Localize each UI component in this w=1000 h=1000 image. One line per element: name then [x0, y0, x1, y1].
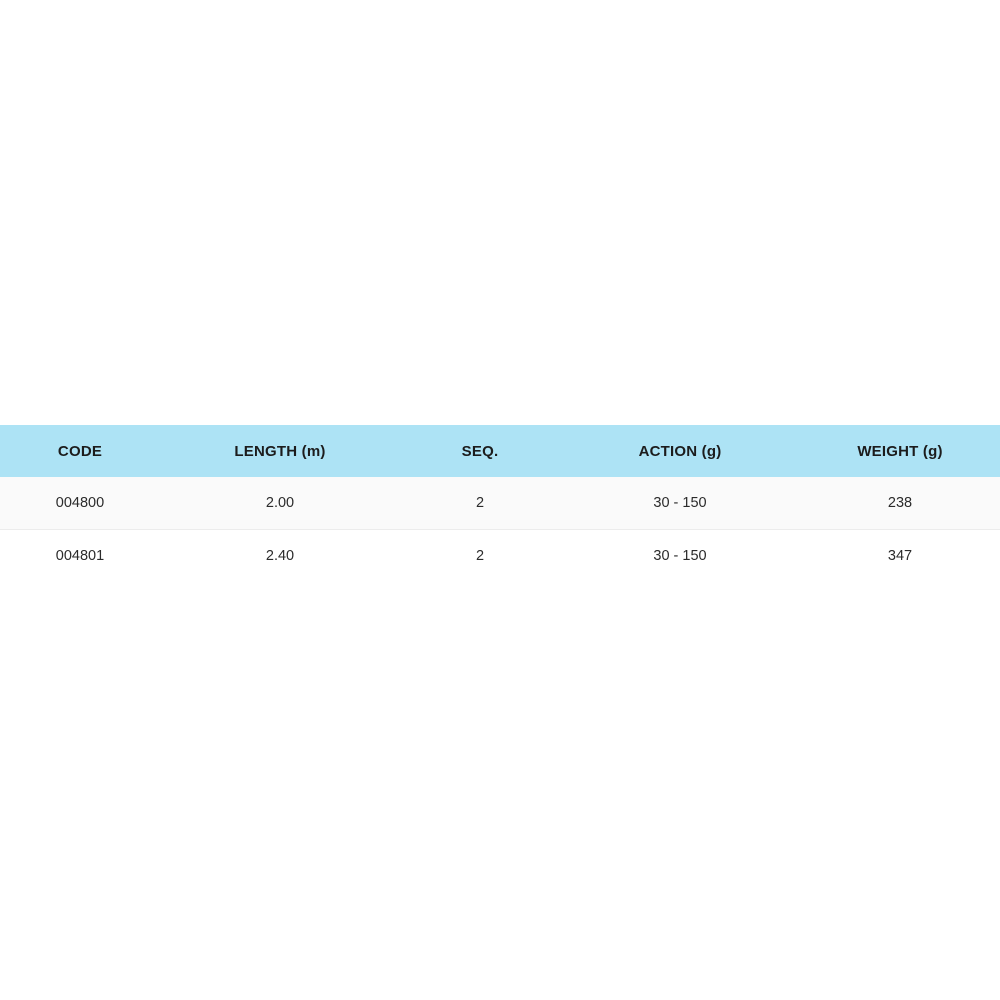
- cell-length: 2.40: [160, 530, 400, 583]
- column-header-action: ACTION (g): [638, 442, 722, 460]
- cell-action: 30 - 150: [560, 530, 800, 583]
- column-header-length: LENGTH (m): [234, 442, 326, 460]
- cell-seq: 2: [475, 495, 485, 511]
- cell-code: 004801: [0, 530, 160, 583]
- spec-table-container: [0, 425, 1000, 582]
- table-body: [0, 477, 1000, 582]
- specification-table: [0, 425, 1000, 582]
- column-header-weight: WEIGHT (g): [857, 442, 943, 460]
- cell-code: 004800: [55, 495, 105, 511]
- cell-action: 30 - 150: [653, 495, 707, 511]
- column-header-code: CODE: [57, 442, 103, 460]
- table-header: [0, 425, 1000, 477]
- table-header-row: [0, 425, 1000, 477]
- cell-length: 2.00: [265, 495, 295, 511]
- column-header-seq: SEQ.: [461, 442, 499, 460]
- cell-seq: 2: [400, 530, 560, 583]
- table-row: [0, 477, 1000, 530]
- cell-weight: 347: [800, 530, 1000, 583]
- cell-weight: 238: [887, 495, 913, 511]
- table-row: [0, 530, 1000, 583]
